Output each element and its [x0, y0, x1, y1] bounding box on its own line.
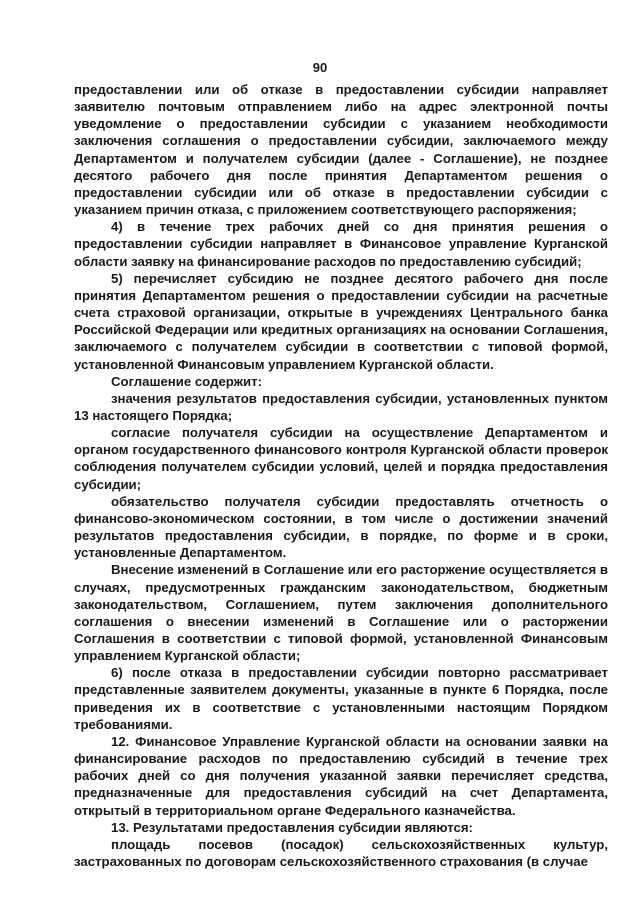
- paragraph: 4) в течение трех рабочих дней со дня принятия решения о предоставлении субсидии направляет в Финансовое управление Курганской области заявку на финансирование расходов по предоставлению субсидий;: [74, 219, 608, 269]
- paragraph: предоставлении или об отказе в предоставлении субсидии направляет заявителю почтовым отправлением либо на адрес электронной почты уведомление о предоставлении субсидии с указанием необходимости заключения соглашения о предоставлении субсидии, заключаемого между Департаментом и получателем субсидии (далее - Соглашение), не позднее десятого рабочего дня после принятия Департаментом решения о предоставлении субсидии или об отказе в предоставлении субсидии с указанием причин отказа, с приложением соответствующего распоряжения;: [74, 82, 608, 218]
- paragraph: 12. Финансовое Управление Курганской области на основании заявки на финансирование расходов по предоставлению субсидий в течение трех рабочих дней со дня получения указанной заявки перечисляет средства, предназначенные для предоставления субсидий на счет Департамента, открытый в территориальном органе Федерального казначейства.: [74, 733, 608, 818]
- page-number: 90: [312, 60, 328, 75]
- paragraph: Соглашение содержит:: [111, 373, 262, 389]
- paragraph: Внесение изменений в Соглашение или его расторжение осуществляется в случаях, предусмотренных гражданским законодательством, бюджетным законодательством, Соглашением, путем заключения дополнительного соглашения о внесении изменений в Соглашение или о расторжении Соглашения в соответствии с типовой формой, установленной Финансовым управлением Курганской области;: [74, 562, 608, 664]
- paragraph: 5) перечисляет субсидию не позднее десятого рабочего дня после принятия Департаментом решения о предоставлении субсидии на расчетные счета страховой организации, открытые в учреждениях Центрального банка Российской Федерации или кредитных организациях на основании Соглашения, заключаемого с получателем субсидии в соответствии с типовой формой, установленной Финансовым управлением Курганской области.: [74, 270, 608, 372]
- paragraph: 6) после отказа в предоставлении субсидии повторно рассматривает представленные заявителем документы, указанные в пункте 6 Порядка, после приведения их в соответствие с установленными настоящим Порядком требованиями.: [74, 665, 608, 732]
- paragraph: площадь посевов (посадок) сельскохозяйственных культур, застрахованных по договорам сельскохозяйственного страхования (в случае: [74, 836, 608, 870]
- document-body: [74, 81, 608, 870]
- paragraph: обязательство получателя субсидии предоставлять отчетность о финансово-экономическом состоянии, в том числе о достижении значений результатов предоставления субсидии, в порядке, по форме и в сроки, установленные Департаментом.: [74, 493, 608, 561]
- paragraph: согласие получателя субсидии на осуществление Департаментом и органом государственного финансового контроля Курганской области проверок соблюдения получателем субсидии условий, целей и порядка предоставления субсидии;: [74, 425, 608, 492]
- paragraph: значения результатов предоставления субсидии, установленных пунктом 13 настоящего Порядка;: [74, 390, 608, 423]
- paragraph: 13. Результатами предоставления субсидии являются:: [111, 819, 473, 835]
